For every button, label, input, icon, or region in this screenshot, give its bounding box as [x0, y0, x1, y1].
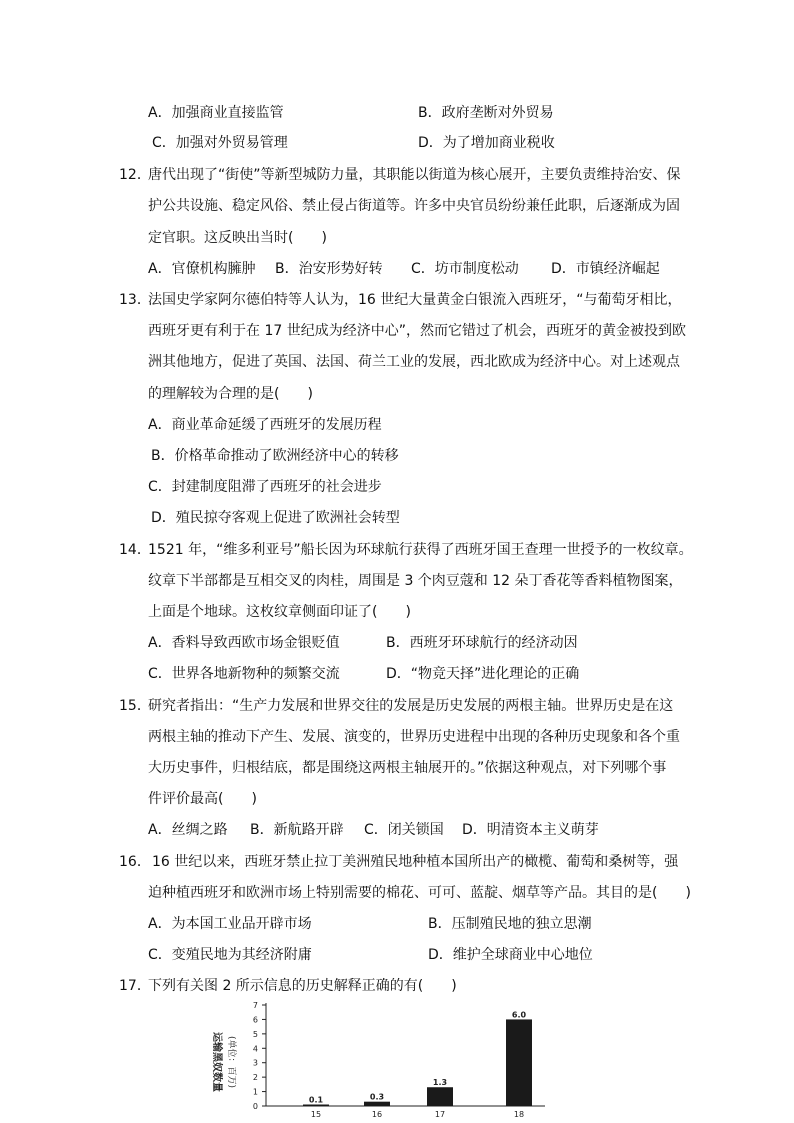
q16-option-d: D．维护全球商业中心地位: [428, 947, 593, 963]
q15-option-b: B．新航路开辟: [250, 822, 344, 838]
q12-option-c: C．坊市制度松动: [411, 261, 519, 277]
figure-2-bar-chart: [205, 1000, 555, 1123]
q12-option-a: A．官僚机构臃肿: [148, 261, 256, 277]
q15-option-c: C．闭关锁国: [364, 822, 444, 838]
x-tick-label-18: 18: [513, 1110, 525, 1119]
q14-stem-line1: 1521 年，“维多利亚号”船长因为环球航行获得了西班牙国王查理一世授予的一枚纹章。: [148, 542, 693, 558]
value-label-16: 0.3: [369, 1092, 385, 1102]
value-label-17: 1.3: [432, 1078, 448, 1088]
bar-18: [506, 1019, 532, 1106]
q14-number: 14．: [119, 542, 151, 558]
q13-option-a: A．商业革命延缓了西班牙的发展历程: [148, 417, 382, 433]
q11-option-d: D．为了增加商业税收: [418, 135, 555, 151]
q13-stem-line3: 洲其他地方，促进了英国、法国、荷兰工业的发展，西北欧成为经济中心。对上述观点: [148, 354, 680, 370]
q11-option-c: C．加强对外贸易管理: [152, 135, 288, 151]
q15-stem-line2: 两根主轴的推动下产生、发展、演变的，世界历史进程中出现的各种历史现象和各个重: [148, 729, 680, 745]
y-tick-label: 6: [252, 1015, 258, 1025]
bar-16: [364, 1102, 390, 1106]
q12-stem-line1: 唐代出现了“街使”等新型城防力量，其职能以街道为核心展开，主要负责维持治安、保: [148, 167, 681, 183]
q15-stem-line1: 研究者指出：“生产力发展和世界交往的发展是历史发展的两根主轴。世界历史是在这: [148, 698, 674, 714]
y-tick-label: 0: [252, 1102, 258, 1111]
q12-option-b: B．治安形势好转: [275, 261, 383, 277]
y-tick-label: 5: [252, 1029, 258, 1039]
y-tick-label: 1: [252, 1087, 258, 1097]
q13-option-c: C．封建制度阻滞了西班牙的社会进步: [148, 479, 382, 495]
q14-option-d: D．“物竞天择”进化理论的正确: [386, 666, 580, 682]
x-tick-label-17: 17: [434, 1110, 446, 1119]
q13-stem-line4: 的理解较为合理的是( ): [148, 386, 313, 402]
y-tick-label: 4: [252, 1044, 258, 1054]
q13-stem-line2: 西班牙更有利于在 17 世纪成为经济中心”，然而它错过了机会，西班牙的黄金被投到欧: [148, 323, 686, 339]
q16-option-a: A．为本国工业品开辟市场: [148, 916, 312, 932]
q15-stem-line3: 大历史事件，归根结底，都是围绕这两根主轴展开的。”依据这种观点，对下列哪个事: [148, 760, 667, 776]
bar-17: [427, 1087, 453, 1106]
q16-option-c: C．变殖民地为其经济附庸: [148, 947, 312, 963]
bar-15: [303, 1105, 329, 1107]
q14-option-c: C．世界各地新物种的频繁交流: [148, 666, 340, 682]
q11-option-a: A．加强商业直接监管: [148, 105, 284, 121]
q16-stem-line2: 迫种植西班牙和欧洲市场上特别需要的棉花、可可、蓝靛、烟草等产品。其目的是( ): [148, 885, 691, 901]
q13-option-b: B．价格革命推动了欧洲经济中心的转移: [151, 448, 399, 464]
q15-option-d: D．明清资本主义萌芽: [462, 822, 599, 838]
q12-number: 12．: [119, 167, 151, 183]
x-tick-label-16: 16: [371, 1110, 383, 1119]
q12-stem-line2: 护公共设施、稳定风俗、禁止侵占街道等。许多中央官员纷纷兼任此职，后逐渐成为固: [148, 198, 680, 214]
q11-option-b: B．政府垄断对外贸易: [418, 105, 554, 121]
q13-number: 13．: [119, 292, 151, 308]
q12-option-d: D．市镇经济崛起: [551, 261, 660, 277]
y-tick-label: 2: [252, 1073, 258, 1083]
q16-number: 16．: [119, 854, 151, 870]
value-label-15: 0.1: [308, 1095, 324, 1105]
q15-number: 15．: [119, 698, 151, 714]
q16-option-b: B．压制殖民地的独立思潮: [428, 916, 592, 932]
q14-stem-line3: 上面是个地球。这枚纹章侧面印证了( ): [148, 604, 411, 620]
y-tick-label: 7: [252, 1001, 258, 1010]
q13-option-d: D．殖民掠夺客观上促进了欧洲社会转型: [151, 510, 400, 526]
value-label-18: 6.0: [511, 1010, 527, 1020]
q13-stem-line1: 法国史学家阿尔德伯特等人认为，16 世纪大量黄金白银流入西班牙，“与葡萄牙相比，: [148, 292, 682, 308]
q17-stem-line1: 下列有关图 2 所示信息的历史解释正确的有( ): [148, 978, 457, 994]
q15-option-a: A．丝绸之路: [148, 822, 228, 838]
q17-number: 17．: [119, 978, 151, 994]
q16-stem-line1: 16 世纪以来，西班牙禁止拉丁美洲殖民地种植本国所出产的橄榄、葡萄和桑树等，强: [152, 854, 679, 870]
q12-stem-line3: 定官职。这反映出当时( ): [148, 230, 327, 246]
y-axis-unit: (单位：百万): [226, 1035, 236, 1089]
y-tick-label: 3: [252, 1058, 258, 1068]
q14-stem-line2: 纹章下半部都是互相交叉的肉桂，周围是 3 个肉豆蔻和 12 朵丁香花等香料植物图案，: [148, 573, 683, 589]
y-axis-label: 运输黑奴数量: [211, 1032, 222, 1092]
q14-option-b: B．西班牙环球航行的经济动因: [386, 635, 578, 651]
x-tick-label-15: 15: [310, 1110, 322, 1119]
q15-stem-line4: 件评价最高( ): [148, 791, 257, 807]
q14-option-a: A．香料导致西欧市场金银贬值: [148, 635, 340, 651]
